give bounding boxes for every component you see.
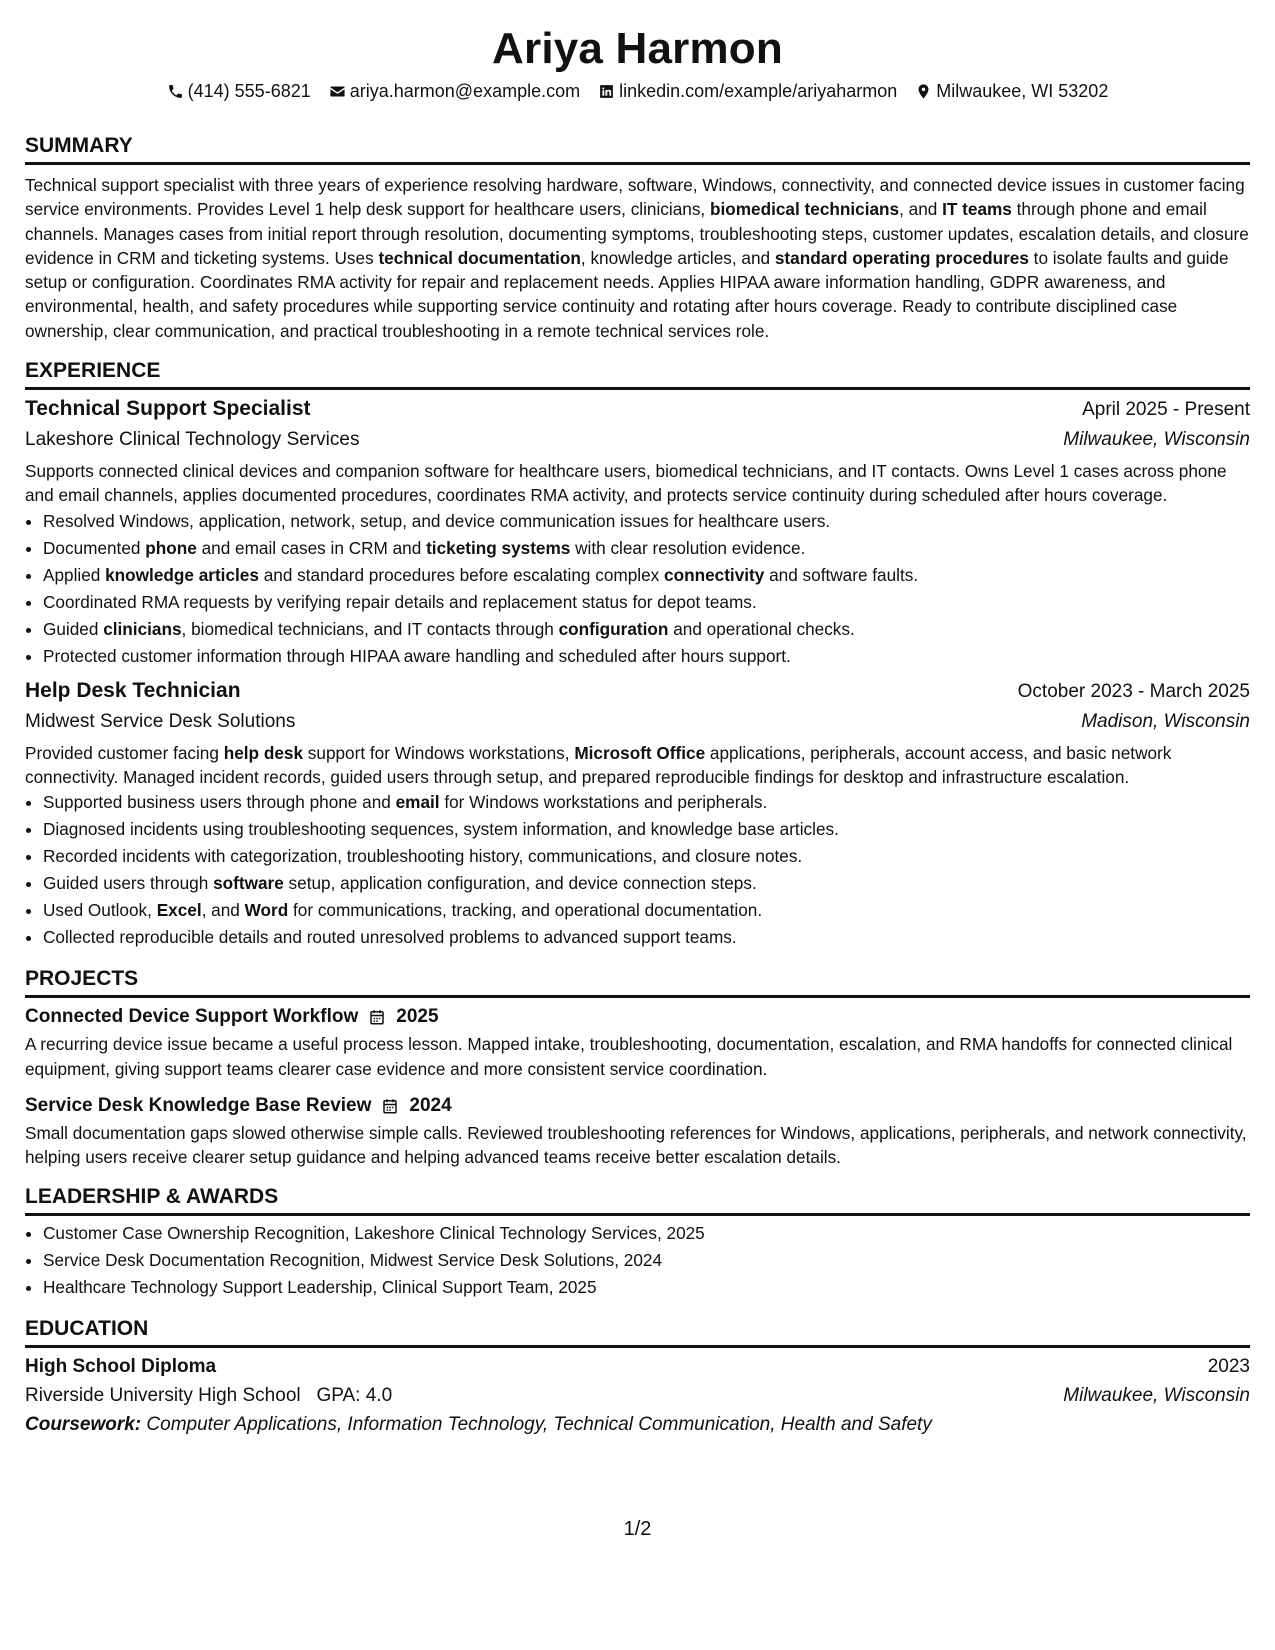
text-run: Guided [43,618,104,639]
bold-keyword: Microsoft Office [574,742,706,763]
contact-location [915,78,1108,104]
project-name: Connected Device Support Workflow [25,1006,359,1028]
degree: High School Diploma [25,1356,217,1378]
text-run: Resolved Windows, application, network, setup, and device communication issues for healthcare users. [43,510,831,531]
bold-keyword: software [213,873,284,894]
leadership-item: • Customer Case Ownership Recognition, Lakeshore Clinical Technology Services, 2025 [43,1220,1250,1247]
section-title-experience: EXPERIENCE [25,357,1250,390]
job-location: Madison, Wisconsin [1081,710,1250,732]
text-run: and software faults. [764,564,919,585]
bullet-item [43,616,1250,643]
text-run: Diagnosed incidents using troubleshooting sequences, system information, and knowledge base articles. [43,819,839,840]
text-run: and standard procedures before escalating complex [258,564,665,585]
bold-keyword: help desk [223,742,304,763]
projects-section [25,965,1250,1169]
project-description: A recurring device issue became a useful process lesson. Mapped intake, troubleshooting, documentation, escalation, and RMA handoffs for connected clinical equipment, giving support teams clearer case evidence and more consistent service coordination. [25,1034,1233,1079]
text-run: for Windows workstations and peripherals. [439,792,768,813]
text-run: support for Windows workstations, [303,742,575,763]
graduation-year: 2023 [1207,1356,1250,1378]
email-text: ariya.harmon@example.com [349,81,581,101]
leadership-section [25,1183,1250,1301]
job-dates: October 2023 - March 2025 [1017,680,1250,702]
coursework-label: Coursework: [25,1414,142,1436]
candidate-name: Ariya Harmon [492,24,783,73]
text-run: , biomedical technicians, and IT contacts through [181,618,559,639]
bold-keyword: clinicians [103,618,182,639]
leadership-item: • Service Desk Documentation Recognition, Midwest Service Desk Solutions, 2024 [43,1247,1250,1274]
calendar-icon [368,1008,386,1026]
job-bullets [25,789,1250,951]
job-company: Midwest Service Desk Solutions [25,710,296,732]
coursework [25,1410,1250,1439]
job-company: Lakeshore Clinical Technology Services [25,429,360,451]
text-run: applications, peripherals, account access, and basic network connectivity. Managed incident records, guided users through setup, and prepared reproducible findings for desktop and infrastructure escalation. [25,742,1172,787]
linkedin-icon [598,83,615,100]
leadership-item: • Healthcare Technology Support Leadership, Clinical Support Team, 2025 [43,1274,1250,1301]
text-run: Provided customer facing [25,742,224,763]
bold-keyword: configuration [558,618,669,639]
bullet-item [43,535,1250,562]
text-run: with clear resolution evidence. [570,537,806,558]
bold-keyword: Excel [156,900,202,921]
text-run: to isolate faults and guide setup or configuration. Coordinates RMA activity for repair and replacement needs. Applies HIPAA aware information handling, GDPR awareness, and environmental, health, and safety procedures while supporting service continuity and rotating after hours coverage. Ready to contribute disciplined case ownership, clear communication, and practical troubleshooting in a remote technical services role. [25,247,1229,341]
calendar-icon [381,1097,399,1115]
bold-keyword: phone [145,537,197,558]
bold-keyword: standard operating procedures [774,247,1029,268]
section-title-projects: PROJECTS [25,965,1250,998]
bullet-item [43,897,1250,924]
bullet-item [43,924,1250,951]
job-location: Milwaukee, Wisconsin [1063,429,1250,451]
project-year: 2024 [409,1094,452,1116]
phone-text: (414) 555-6821 [187,81,311,101]
text-run: Protected customer information through HIPAA aware handling and scheduled after hours support. [43,645,791,666]
school-name: Riverside University High School [25,1385,301,1407]
job-bullets [25,508,1250,670]
text-run: for communications, tracking, and operational documentation. [288,900,763,921]
bold-keyword: connectivity [664,564,765,585]
contact-phone [167,78,311,104]
contact-bar [25,78,1250,104]
contact-email[interactable] [329,78,580,104]
bullet-item [43,562,1250,589]
text-run: setup, application configuration, and device connection steps. [283,873,757,894]
school-location: Milwaukee, Wisconsin [1063,1385,1250,1407]
text-run: and operational checks. [668,618,855,639]
text-run: Supports connected clinical devices and companion software for healthcare users, biomedical technicians, and IT contacts. Owns Level 1 cases across phone and email channels, applies documented procedures, coordinates RMA activity, and protects service continuity during scheduled after hours coverage. [25,461,1227,506]
mail-icon [329,83,346,100]
bold-keyword: email [395,792,440,813]
job-description [25,741,1250,790]
project-description: Small documentation gaps slowed otherwise simple calls. Reviewed troubleshooting references for Windows, applications, peripherals, and network connectivity, helping users receive clearer setup guidance and helping advanced teams receive better escalation details. [25,1122,1247,1168]
text-run: and email cases in CRM and [196,537,427,558]
bullet-item [43,816,1250,843]
text-run: , knowledge articles, and [580,247,775,268]
school-gpa [25,1381,392,1410]
experience-section [25,357,1250,951]
project-entry [25,1091,1250,1170]
section-title-leadership: LEADERSHIP & AWARDS [25,1183,1250,1216]
section-title-education: EDUCATION [25,1315,1250,1348]
bold-keyword: knowledge articles [105,564,259,585]
summary-text [25,173,1250,343]
contact-linkedin[interactable] [598,78,897,104]
phone-icon [167,83,184,100]
text-run: Collected reproducible details and routed unresolved problems to advanced support teams. [43,927,737,948]
job-entry [25,676,1250,952]
text-run: Used Outlook, [43,900,157,921]
job-dates: April 2025 - Present [1082,399,1250,421]
bold-keyword: ticketing systems [426,537,571,558]
text-run: Applied [43,564,106,585]
text-run: , and [201,900,245,921]
section-title-summary: SUMMARY [25,132,1250,165]
page-number: 1/2 [623,1518,652,1540]
summary-section [25,132,1250,343]
job-description [25,459,1250,508]
bullet-item [43,870,1250,897]
bold-keyword: IT teams [942,199,1012,220]
map-pin-icon [915,83,932,100]
text-run: Coordinated RMA requests by verifying repair details and replacement status for depot teams. [43,591,757,612]
bullet-item [43,789,1250,816]
text-run: Technical support specialist with three years of experience resolving hardware, software, Windows, connectivity, and connected device issues in customer facing service environments. Provides Level 1 help desk support for healthcare users, clinicians, [25,175,1245,220]
education-section [25,1315,1250,1439]
bullet-item [43,508,1250,535]
text-run: Guided users through [43,873,214,894]
text-run: through phone and email channels. Manages cases from initial report through resolution, documenting symptoms, troubleshooting steps, customer updates, escalation details, and closure evidence in CRM and ticketing systems. Uses [25,199,1249,268]
resume-content [25,20,1250,1439]
leadership-list [25,1220,1250,1301]
text-run: , and [899,199,943,220]
project-year: 2025 [396,1006,439,1028]
text-run: Documented [43,537,146,558]
bullet-item [43,589,1250,616]
gpa: GPA: 4.0 [316,1385,393,1407]
bold-keyword: biomedical technicians [709,199,900,220]
bold-keyword: technical documentation [378,247,581,268]
bold-keyword: Word [244,900,289,921]
job-title: Help Desk Technician [25,678,241,702]
text-run: Supported business users through phone and [43,792,396,813]
linkedin-text: linkedin.com/example/ariyaharmon [619,81,898,101]
project-entry [25,1002,1250,1081]
coursework-list: Computer Applications, Information Technology, Technical Communication, Health and Safety [146,1414,932,1436]
job-title: Technical Support Specialist [25,397,311,421]
bullet-item [43,643,1250,670]
text-run: Recorded incidents with categorization, troubleshooting history, communications, and closure notes. [43,846,803,867]
bullet-item [43,843,1250,870]
location-text: Milwaukee, WI 53202 [936,81,1109,101]
project-name: Service Desk Knowledge Base Review [25,1094,372,1116]
job-entry [25,394,1250,670]
